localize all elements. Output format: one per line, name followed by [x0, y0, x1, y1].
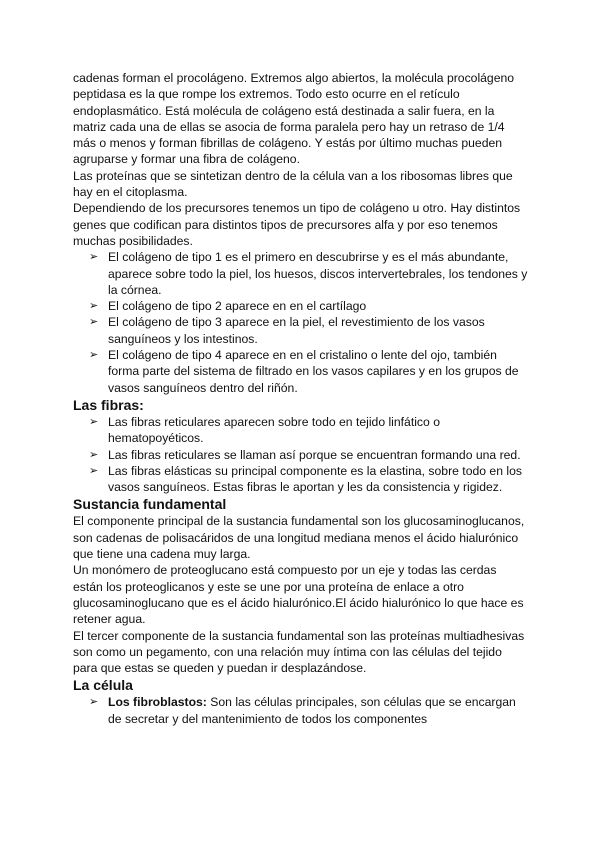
arrow-bullet-icon: ➢: [89, 464, 99, 477]
list-item: [73, 447, 528, 463]
arrow-bullet-icon: ➢: [89, 316, 99, 329]
list-item: [73, 694, 528, 727]
arrow-bullet-icon: ➢: [89, 349, 99, 362]
arrow-bullet-icon: ➢: [89, 300, 99, 313]
document-body: [73, 70, 528, 727]
paragraph-procolageno: cadenas forman el procolágeno. Extremos algo abiertos, la molécula procolágeno peptidasa es la que rompe los extremos. Todo esto ocurre en el retículo endoplasmático. Está molécula de colágeno está destinada a salir fuera, en la matriz cada una de ellas se asocia de forma paralela pero hay un retraso de 1/4 más o menos y forman fibrillas de colágeno. Y estás por último muchas pueden agruparse y formar una fibra de colágeno.: [73, 71, 515, 167]
list-item: [73, 249, 528, 298]
celula-list: [73, 694, 528, 727]
list-item-text: El colágeno de tipo 4 aparece en en el cristalino o lente del ojo, también forma parte del sistema de filtrado en los vasos capilares y en los grupos de vasos sanguíneos dentro del riñón.: [108, 348, 519, 395]
list-item-text: Las fibras reticulares aparecen sobre todo en tejido linfático o hematopoyéticos.: [108, 414, 440, 446]
heading-las-fibras: Las fibras:: [73, 396, 144, 413]
arrow-bullet-icon: ➢: [89, 415, 99, 428]
fibras-list: [73, 414, 528, 495]
paragraph-proteoglucano: Un monómero de proteoglucano está compuesto por un eje y todas las cerdas están los proteoglicanos y este se une por una proteína de enlace a otro glucosaminoglucano que es el ácido hialurónico.El ácido hialurónico lo que hace es retener agua.: [73, 563, 524, 627]
list-item: [73, 414, 528, 447]
paragraph-glucosaminoglucanos: El componente principal de la sustancia fundamental son los glucosaminoglucanos, son cadenas de polisacáridos de una longitud mediana menos el ácido hialurónico que tiene una cadena muy larga.: [73, 514, 525, 562]
list-item: [73, 314, 528, 347]
heading-sustancia-fundamental: Sustancia fundamental: [73, 496, 227, 513]
list-item-text: Son las células principales, son células que se encargan de secretar y del mantenimiento de todos los componentes: [108, 695, 516, 726]
paragraph-precursores: Dependiendo de los precursores tenemos un tipo de colágeno u otro. Hay distintos genes que codifican para distintos tipos de precursores alfa y por eso tenemos muchas posibilidades.: [73, 201, 521, 248]
heading-la-celula: La célula: [73, 677, 133, 694]
list-item: [73, 347, 528, 396]
collagen-types-list: [73, 249, 528, 396]
list-item-text: Las fibras elásticas su principal componente es la elastina, sobre todo en los vasos sanguíneos. Estas fibras le aportan y les da consistencia y rigidez.: [108, 463, 522, 495]
list-item: [73, 298, 528, 314]
list-item: [73, 463, 528, 496]
arrow-bullet-icon: ➢: [89, 448, 99, 461]
list-item-text: Las fibras reticulares se llaman así porque se encuentran formando una red.: [108, 447, 521, 462]
paragraph-proteinas-ribosomas: Las proteínas que se sintetizan dentro de la célula van a los ribosomas libres que hay en el citoplasma.: [73, 168, 513, 200]
paragraph-proteinas-multiadhesivas: El tercer componente de la sustancia fundamental son las proteínas multiadhesivas son como un pegamento, con una relación muy íntima con las células del tejido para que estas se queden y puedan ir desplazándose.: [73, 628, 525, 676]
arrow-bullet-icon: ➢: [89, 696, 99, 709]
list-item-text: El colágeno de tipo 3 aparece en la piel, el revestimiento de los vasos sanguíneos y los intestinos.: [108, 315, 485, 346]
arrow-bullet-icon: ➢: [89, 251, 99, 264]
list-item-text: El colágeno de tipo 2 aparece en en el cartílago: [108, 299, 367, 314]
fibroblastos-term: Los fibroblastos:: [108, 695, 207, 710]
list-item-text: El colágeno de tipo 1 es el primero en descubrirse y es el más abundante, aparece sobre todo la piel, los huesos, discos intervertebrales, los tendones y la córnea.: [108, 250, 528, 297]
